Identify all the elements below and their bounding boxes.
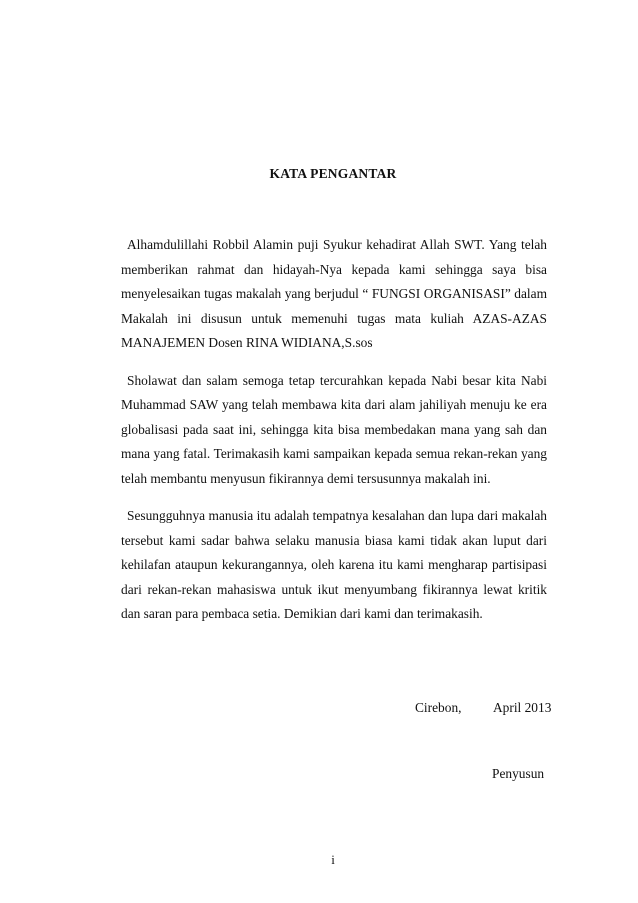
body-text <box>121 233 547 640</box>
closing-city: Cirebon, <box>415 700 462 715</box>
page-title: KATA PENGANTAR <box>269 166 397 181</box>
paragraph-sholawat: Sholawat dan salam semoga tetap tercurahkan kepada Nabi besar kita Nabi Muhammad SAW yang telah membawa kita dari alam jahiliyah menuju ke era globalisasi pada saat ini, sehingga kita bisa membedakan mana yang sah dan mana yang fatal. Terimakasih kami sampaikan kepada semua rekan-rekan yang telah membantu menyusun fikirannya demi tersusunnya makalah ini. <box>121 372 547 486</box>
page-number: i <box>331 852 335 867</box>
paragraph-opening: Alhamdulillahi Robbil Alamin puji Syukur kehadirat Allah SWT. Yang telah memberikan rahmat dan hidayah-Nya kepada kami sehingga saya bisa menyelesaikan tugas makalah yang berjudul “ FUNGSI ORGANISASI” dalam Makalah ini disusun untuk memenuhi tugas mata kuliah AZAS-AZAS MANAJEMEN Dosen RINA WIDIANA,S.sos <box>121 237 547 350</box>
paragraph-closing: Sesungguhnya manusia itu adalah tempatnya kesalahan dan lupa dari makalah tersebut kami sadar bahwa selaku manusia biasa kami tidak akan luput dari kehilafan ataupun kekurangannya, oleh karena itu kami mengharap partisipasi dari rekan-rekan mahasiswa untuk ikut menyumbang fikirannya lewat kritik dan saran para pembaca setia. Demikian dari kami dan terimakasih. <box>121 508 547 621</box>
closing-date: April 2013 <box>493 700 552 715</box>
signature-label: Penyusun <box>492 766 545 781</box>
